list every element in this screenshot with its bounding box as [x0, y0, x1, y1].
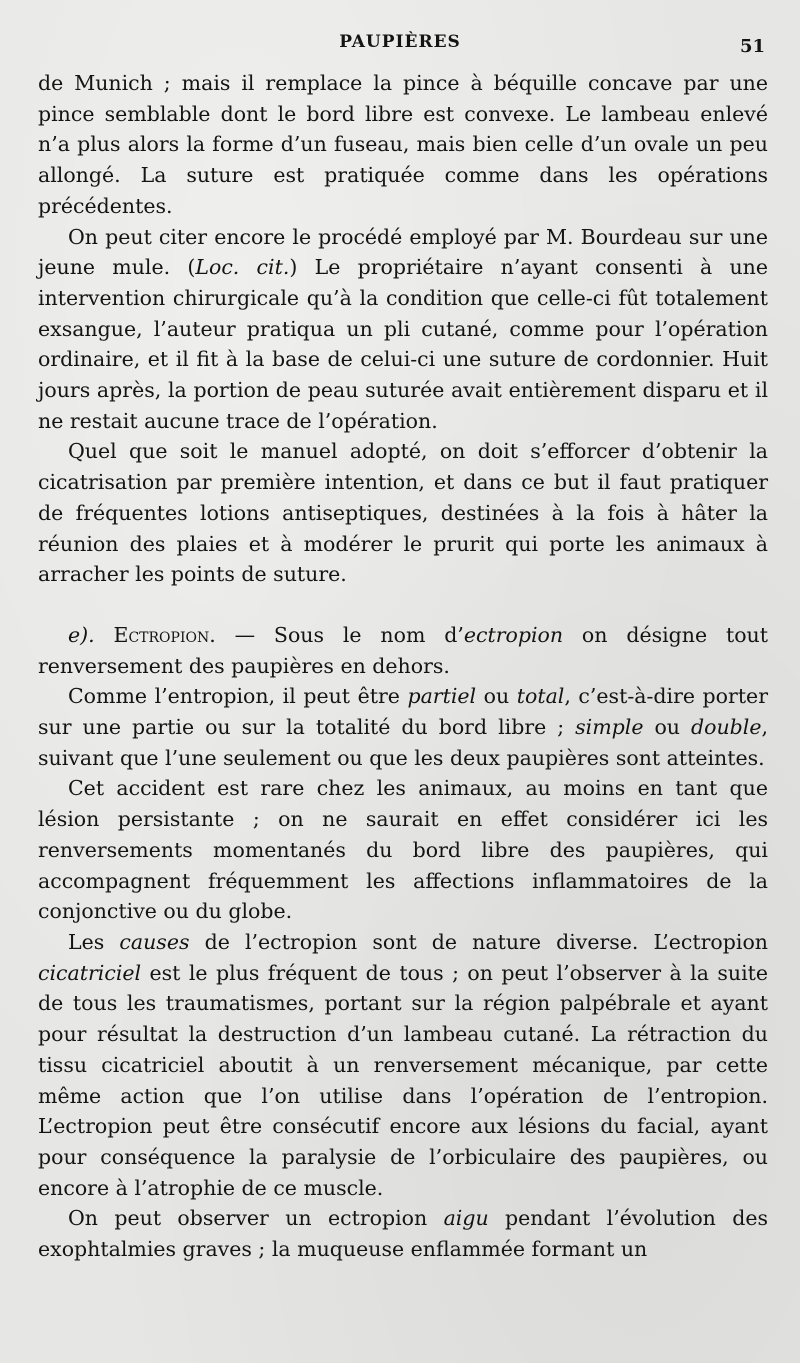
paragraph-text: ou [476, 684, 517, 709]
paragraph-text: Les [68, 929, 120, 954]
term-italic: causes [119, 929, 190, 954]
paragraph-text: On peut observer un ectropion [68, 1206, 444, 1231]
paragraph-text: , suivant que l’une seulement ou que les deux paupières sont atteintes. [38, 715, 769, 770]
paragraph [38, 681, 768, 773]
paragraph: de Munich ; mais il remplace la pince à béquille concave par une pince semblable dont le bord libre est convexe. Le lambeau enlevé n’a plus alors la forme d’un fuseau, mais bien celle d’un ovale un peu allongé. La suture est pratiquée comme dans les opérations précédentes. [38, 71, 768, 218]
section-heading-paragraph [38, 620, 768, 681]
paragraph-text: on désigne tout renversement des paupières en dehors. [38, 622, 768, 678]
paragraph-text: ) Le propriétaire n’ayant consenti à une intervention chirurgicale qu’à la condition que celle-ci fût totalement exsangue, l’auteur pratiqua un pli cutané, comme pour l’opération ordinaire, et il fit à la base de celui-ci une suture de cordonnier. Huit jours après, la portion de peau suturée avait entièrement disparu et il ne restait aucune trace de l’opération. [38, 255, 768, 433]
term-italic: partiel [407, 684, 477, 709]
body-text [38, 68, 768, 1265]
term-italic: double [691, 715, 762, 740]
paragraph-text: de l’ectropion sont de nature diverse. L’ectropion [189, 929, 768, 954]
term-italic: total [516, 684, 565, 709]
term-italic: simple [575, 715, 644, 740]
paragraph: Cet accident est rare chez les animaux, au moins en tant que lésion persistante ; on ne saurait en effet considérer ici les renversements momentanés du bord libre des paupières, qui accompagnent fréquemment les affections inflammatoires de la conjonctive ou du globe. [38, 776, 768, 924]
paragraph [38, 1203, 768, 1264]
paragraph-text: , c’est-à-dire porter sur une partie ou sur la totalité du bord libre ; [38, 684, 768, 740]
paragraph-text: est le plus fréquent de tous ; on peut l’observer à la suite de tous les traumatismes, portant sur la région palpébrale et ayant pour résultat la destruction d’un lambeau cutané. La rétraction du tissu cicatriciel aboutit à un renversement mécanique, par cette même action que l’on utilise dans l’opération de l’entropion. L’ectropion peut être consécutif encore aux lésions du facial, ayant pour conséquence la paralysie de l’orbiculaire des paupières, ou encore à l’atrophie de ce muscle. [38, 960, 768, 1200]
paragraph-text: pendant l’évolution des exophtalmies graves ; la muqueuse enflammée formant un [38, 1206, 768, 1262]
running-title: PAUPIÈRES [339, 32, 461, 52]
paragraph-text: — Sous le nom d’ [215, 622, 464, 647]
paragraph [38, 222, 768, 437]
paragraph-text: Comme l’entropion, il peut être [68, 684, 408, 709]
paragraph-text: On peut citer encore le procédé employé par M. Bourdeau sur une jeune mule. ( [38, 224, 768, 280]
paragraph [38, 927, 768, 1203]
section-label: e). [68, 622, 95, 647]
page-number: 51 [739, 36, 765, 57]
citation-italic: Loc. cit. [195, 255, 290, 280]
paragraph: Quel que soit le manuel adopté, on doit s’efforcer d’obtenir la cicatrisation par première intention, et dans ce but il faut pratiquer de fréquentes lotions antiseptiques, destinées à la fois à hâter la réunion des plaies et à modérer le prurit qui porte les animaux à arracher les points de suture. [38, 439, 768, 587]
term-italic: aigu [443, 1206, 489, 1231]
section-heading: Ectropion. [113, 622, 216, 647]
term-italic: ectropion [463, 622, 564, 647]
term-italic: cicatriciel [38, 960, 142, 985]
running-head [0, 30, 800, 60]
paragraph-text: ou [643, 715, 691, 740]
